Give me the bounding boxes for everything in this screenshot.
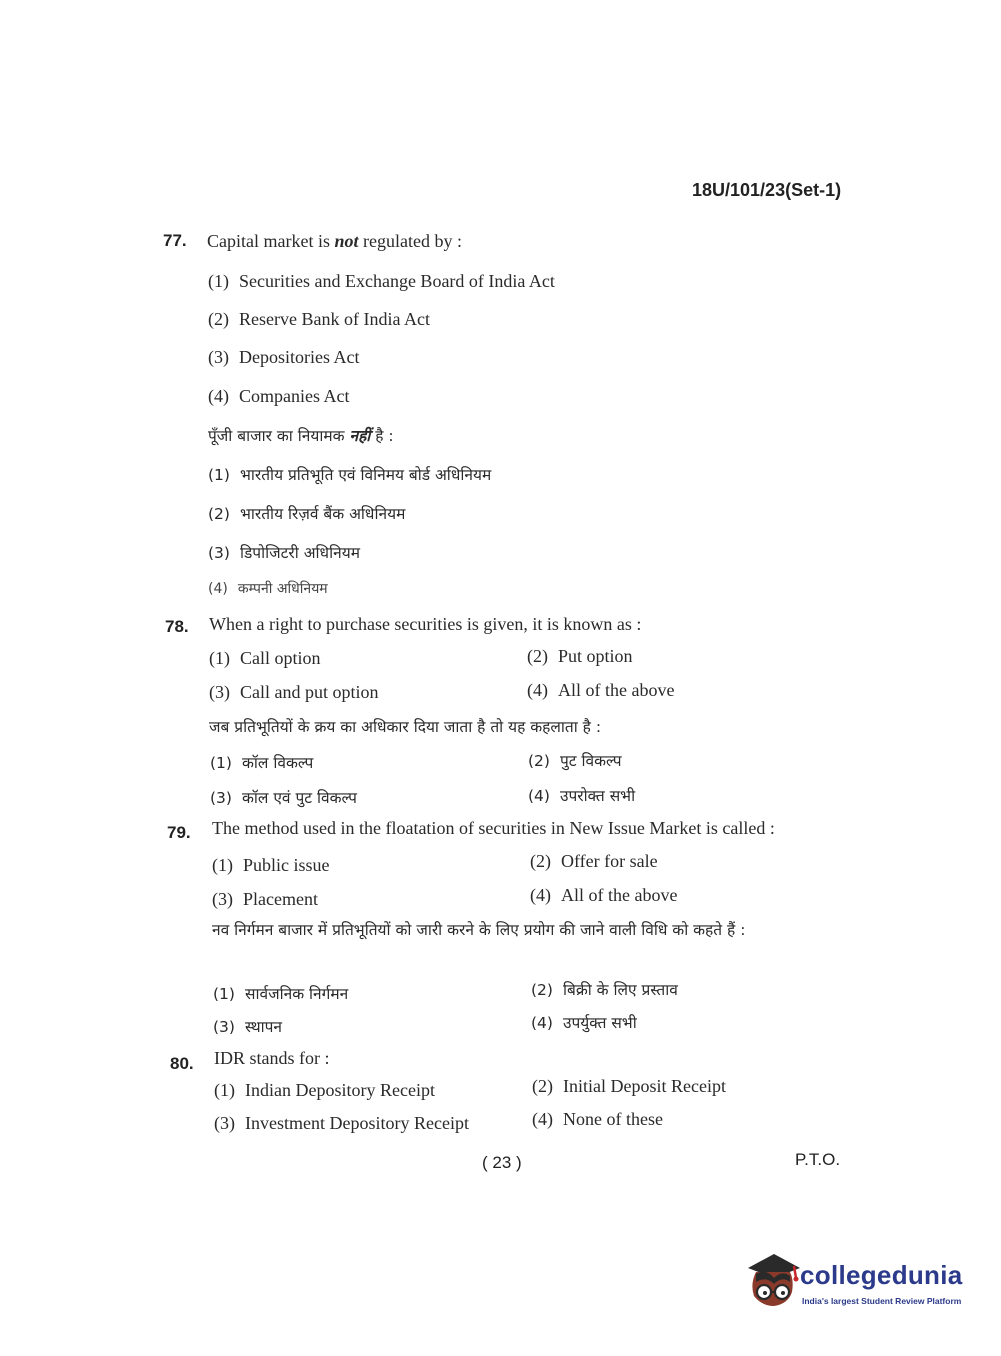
q79-option-3-hi: (3) स्थापन bbox=[213, 1018, 283, 1036]
q79-option-1-hi: (1) सार्वजनिक निर्गमन bbox=[213, 985, 349, 1003]
brand-name: collegedunia bbox=[800, 1260, 963, 1290]
q79-option-4-en: (4) All of the above bbox=[530, 885, 678, 905]
q79-option-1-en: (1) Public issue bbox=[212, 855, 330, 875]
q77-option-3-en: (3) Depositories Act bbox=[208, 347, 360, 367]
q77-option-2-hi: (2) भारतीय रिज़र्व बैंक अधिनियम bbox=[208, 505, 406, 523]
q79-option-3-en: (3) Placement bbox=[212, 889, 318, 909]
q78-option-1-hi: (1) कॉल विकल्प bbox=[210, 754, 314, 772]
q77-option-4-en: (4) Companies Act bbox=[208, 386, 350, 406]
q77-option-1-en: (1) Securities and Exchange Board of India Act bbox=[208, 271, 555, 291]
mascot-icon bbox=[742, 1248, 802, 1320]
q77-option-1-hi: (1) भारतीय प्रतिभूति एवं विनिमय बोर्ड अधिनियम bbox=[208, 466, 492, 484]
q79-option-4-hi: (4) उपर्युक्त सभी bbox=[531, 1014, 637, 1032]
q78-option-3-en: (3) Call and put option bbox=[209, 682, 379, 702]
q78-option-2-hi: (2) पुट विकल्प bbox=[528, 752, 622, 770]
q78-option-3-hi: (3) कॉल एवं पुट विकल्प bbox=[210, 789, 357, 807]
q78-option-4-hi: (4) उपरोक्त सभी bbox=[528, 787, 636, 805]
q77-option-2-en: (2) Reserve Bank of India Act bbox=[208, 309, 430, 329]
brand-tagline: India's largest Student Review Platform bbox=[802, 1296, 962, 1306]
question-78-stem-en: When a right to purchase securities is given, it is known as : bbox=[209, 614, 642, 634]
question-77-stem-hi: पूँजी बाजार का नियामक नहीं है : bbox=[208, 427, 394, 445]
q79-option-2-hi: (2) बिक्री के लिए प्रस्ताव bbox=[531, 981, 678, 999]
question-77-stem-en: Capital market is not regulated by : bbox=[207, 231, 462, 251]
pto-label: P.T.O. bbox=[795, 1150, 841, 1169]
q80-option-3-en: (3) Investment Depository Receipt bbox=[214, 1113, 469, 1133]
q78-option-1-en: (1) Call option bbox=[209, 648, 321, 668]
question-79-stem-hi: नव निर्गमन बाजार में प्रतिभूतियों को जारी करने के लिए प्रयोग की जाने वाली विधि को कहते हैं : bbox=[212, 921, 746, 939]
page-number: ( 23 ) bbox=[482, 1153, 522, 1172]
q78-option-2-en: (2) Put option bbox=[527, 646, 633, 666]
q80-option-2-en: (2) Initial Deposit Receipt bbox=[532, 1076, 726, 1096]
q80-option-4-en: (4) None of these bbox=[532, 1109, 663, 1129]
q77-option-4-hi: (4) कम्पनी अधिनियम bbox=[208, 581, 328, 597]
question-79-stem-en: The method used in the floatation of securities in New Issue Market is called : bbox=[212, 818, 775, 838]
q78-option-4-en: (4) All of the above bbox=[527, 680, 675, 700]
q77-option-3-hi: (3) डिपोजिटरी अधिनियम bbox=[208, 544, 360, 562]
collegedunia-logo bbox=[742, 1248, 972, 1320]
question-number-78: 78. bbox=[165, 617, 189, 636]
q79-option-2-en: (2) Offer for sale bbox=[530, 851, 658, 871]
paper-code: 18U/101/23(Set-1) bbox=[692, 180, 842, 200]
question-80-stem-en: IDR stands for : bbox=[214, 1048, 330, 1068]
question-number-77: 77. bbox=[163, 231, 187, 250]
q80-option-1-en: (1) Indian Depository Receipt bbox=[214, 1080, 435, 1100]
question-number-79: 79. bbox=[167, 823, 191, 842]
question-number-80: 80. bbox=[170, 1054, 194, 1073]
question-78-stem-hi: जब प्रतिभूतियों के क्रय का अधिकार दिया जाता है तो यह कहलाता है : bbox=[209, 718, 602, 736]
